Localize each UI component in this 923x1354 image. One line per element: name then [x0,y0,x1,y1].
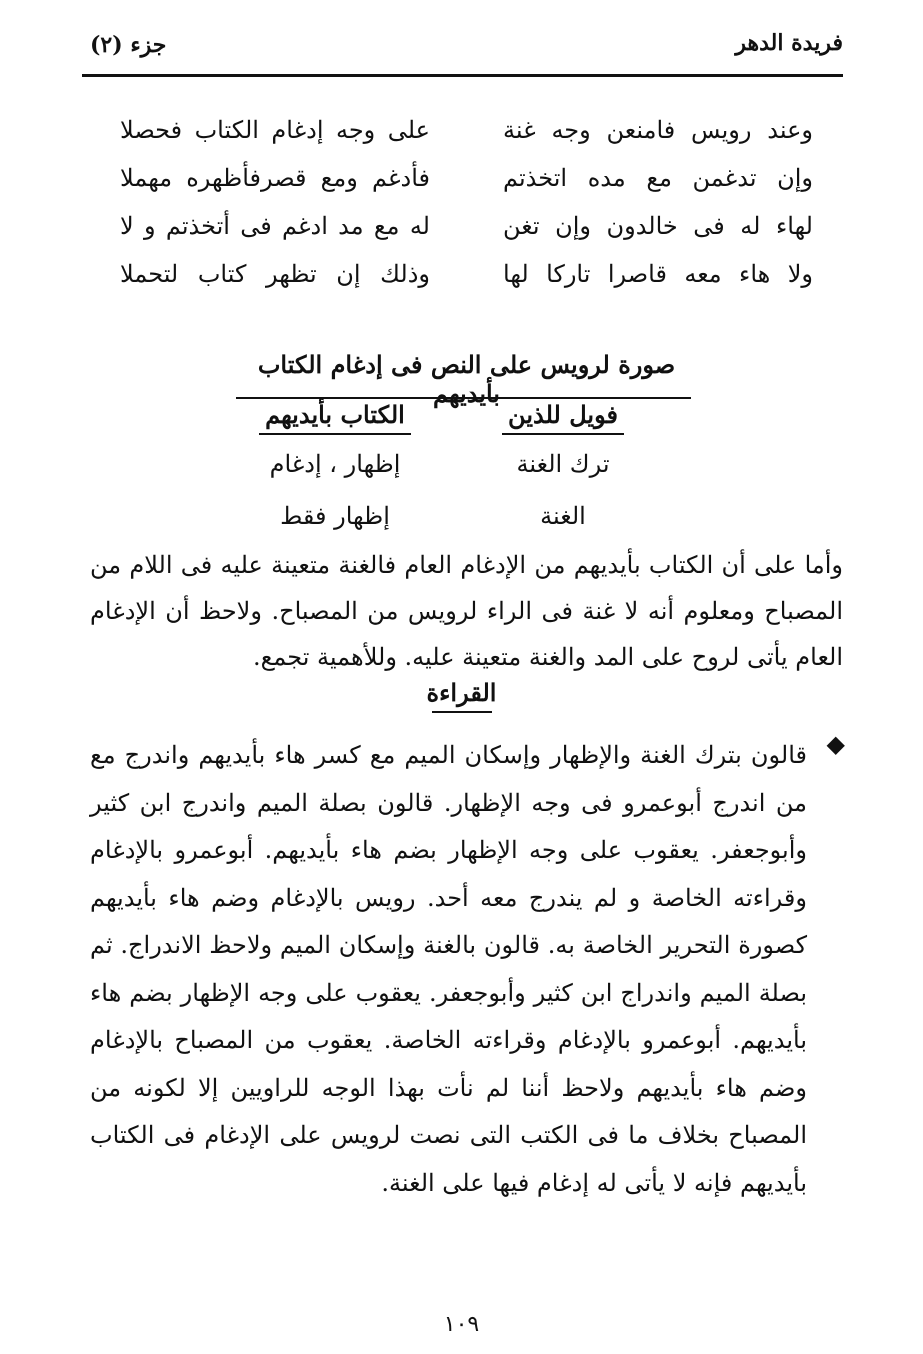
poem [120,116,813,308]
first-hemistich: لهاء له فى خالدون وإن تغن [503,212,813,240]
section-underline [432,711,492,713]
first-hemistich: ولا هاء معه قاصرا تاركا لها [503,260,813,288]
table-cell: إظهار ، إدغام [269,450,401,478]
second-hemistich: على وجه إدغام الكتاب فحصلا [120,116,430,144]
table-cell: إظهار فقط [280,502,390,530]
section-title: القراءة [426,678,497,707]
column-header [483,398,643,438]
table-column-1 [483,398,643,542]
paragraph-1: وأما على أن الكتاب بأيديهم من الإدغام العام فالغنة متعينة عليه فى اللام من المصباح ومعلوم أنه لا غنة فى الراء لرويس من المصباح. ولاحظ أن الإدغام العام يأتى لروح على المد والغنة متعينة عليه. وللأهمية تجمع. [90,551,843,671]
column-header-label: فويل للذين [502,400,624,435]
header-rule [82,74,843,77]
table-title: صورة لرويس على النص فى إدغام الكتاب بأيديهم [257,350,676,408]
poem-verse [120,164,813,212]
poem-verse [120,116,813,164]
paragraph-2: قالون بترك الغنة والإظهار وإسكان الميم مع كسر هاء بأيديهم واندرج مع من اندرج أبوعمرو فى وجه الإظهار. قالون بصلة الميم واندرج ابن كثير وأبوجعفر. يعقوب على وجه الإظهار بضم هاء بأيديهم. أبوعمرو بالإدغام وقراءته الخاصة و لم يندرج معه أحد. رويس بالإدغام وضم هاء بأيديهم كصورة التحرير الخاصة به. قالون بالغنة وإسكان الميم ولاحظ الاندراج. ثم بصلة الميم واندراج ابن كثير وأبوجعفر. يعقوب على وجه الإظهار بضم هاء بأيديهم. أبوعمرو بالإدغام وقراءته الخاصة. يعقوب من المصباح بالإدغام وضم هاء بأيديهم ولاحظ أننا لم نأت بهذا الوجه للراويين إلا لكونه من المصباح بخلاف ما فى الكتب التى نصت لرويس على الإدغام فى الكتاب بأيديهم فإنه لا يأتى له إدغام فيها على الغنة. [90,741,808,1197]
page-number: ١٠٩ [443,1312,480,1337]
running-title: فريدة الدهر [735,30,843,56]
first-hemistich: وعند رويس فامنعن وجه غنة [503,116,813,144]
bullet-diamond-icon: ◆ [826,730,845,758]
table-column-2 [235,398,435,542]
second-hemistich: وذلك إن تظهر كتاب لتحملا [120,260,430,288]
column-header [235,398,435,438]
table-cell: ترك الغنة [516,450,610,478]
column-header-label: الكتاب بأيديهم [259,400,411,435]
section-heading [360,678,563,713]
table-cell: الغنة [540,502,586,530]
second-hemistich: له مع مد ادغم فى أتخذتم و لا [120,212,430,240]
poem-verse [120,212,813,260]
second-hemistich: فأدغم ومع قصرفأظهره مهملا [120,164,430,192]
first-hemistich: وإن تدغمن مع مده اتخذتم [503,164,813,192]
part-label: جزء (٢) [90,32,167,58]
poem-verse [120,260,813,308]
